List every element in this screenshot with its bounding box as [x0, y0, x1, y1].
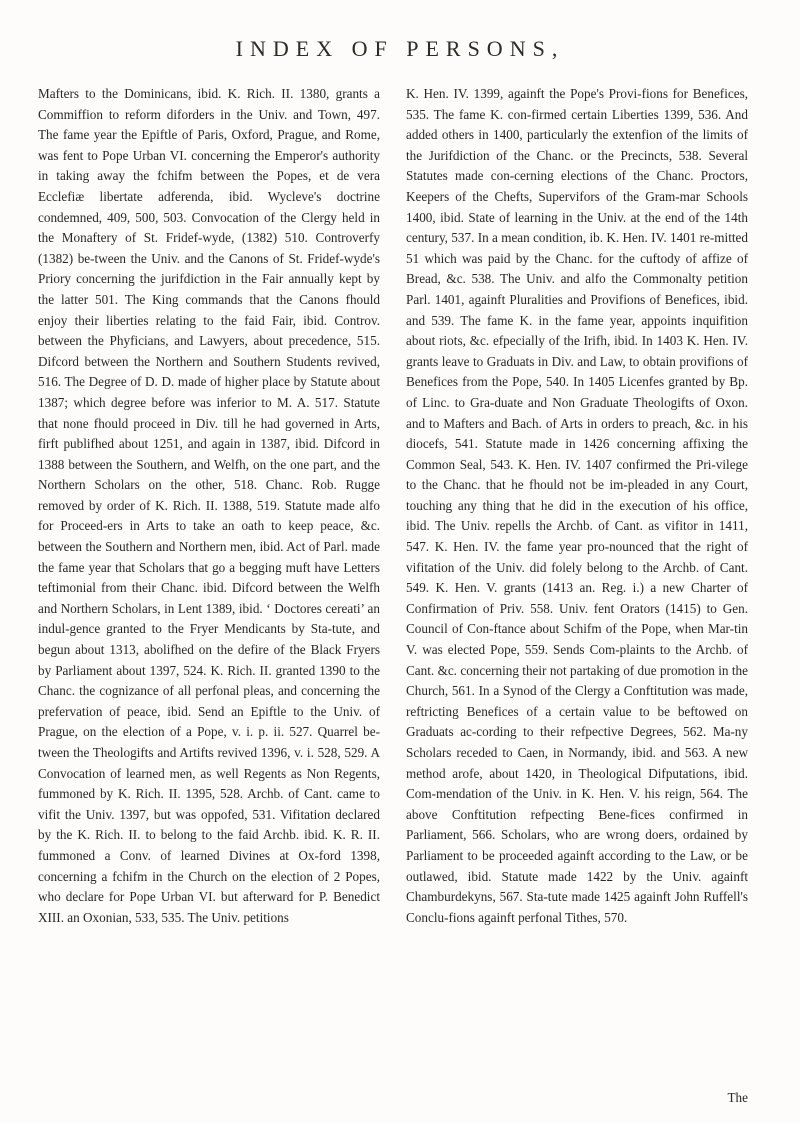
running-header: INDEX OF PERSONS,: [235, 36, 565, 61]
text-columns: [38, 84, 748, 928]
left-column-text: Mafters to the Dominicans, ibid. K. Rich. II. 1380, grants a Commiffion to reform diforders in the Univ. and Town, 497. The fame year the Epiftle of Paris, Oxford, Prague, and Rome, was fent to Pope Urban VI. concerning the Emperor's authority in taking away the fchifm between the Popes, et de vera Ecclefiæ libertate adferenda, ibid. Wycleve's doctrine condemned, 409, 500, 503. Convocation of the Clergy held in the Monaftery of St. Fridef-wyde, (1382) 510. Controverfy (1382) be-tween the Univ. and the Canons of St. Fridef-wyde's Priory concerning the jurifdiction in the Fair annually kept by the latter 501. The King commands that the Canons fhould enjoy their liberties relating to the faid Fair, ibid. Controv. between the Phyficians, and Lawyers, about precedence, 515. Difcord between the Northern and Southern Students revived, 516. The Degree of D. D. made of higher place by Statute about 1387; which degree before was inferior to M. A. 517. Statute that none fhould proceed in Div. till he had governed in Arts, firft publifhed about 1251, and again in 1387, ibid. Difcord in 1388 between the Southern, and Welfh, on the one part, and the Northern Scholars on the other, 518. Chanc. Rob. Rugge removed by order of K. Rich. II. 1388, 519. Statute made alfo for Proceed-ers in Arts to take an oath to keep peace, &c. between the Southern and Northern men, ibid. Act of Parl. made the fame year that Scholars that go a begging muft have Letters teftimonial from their Chanc. ibid. Difcord between the Welfh and Northern Scholars, in Lent 1389, ibid. ‘ Doctores cereati’ an indul-gence granted to the Fryer Mendicants by Sta-tute, and begun about 1313, abolifhed on the defire of the Black Fryers by Parliament about 1397, 524. K. Rich. II. granted 1390 to the Chanc. the cognizance of all perfonal pleas, and concerning the prefervation of peace, ibid. Send an Epiftle to the Univ. of Prague, on the election of a Pope, v. i. p. ii. 527. Quarrel be-tween the Theologifts and Artifts revived 1396, v. i. 528, 529. A Convocation of learned men, as well Regents as Non Regents, fummoned by K. Rich. II. 1395, 528. Archb. of Cant. came to vifit the Univ. 1397, but was oppofed, 531. Vifitation declared by the K. Rich. II. to belong to the faid Archb. ibid. K. R. II. fummoned a Conv. of learned Divines at Ox-ford 1398, concerning a fchifm in the Church on the election of 2 Popes, who declare for Pope Urban VI. but afterward for P. Benedict XIII. an Oxonian, 533, 535. The Univ. petitions: [38, 86, 380, 925]
catchword: The: [727, 1090, 748, 1105]
right-column-text: K. Hen. IV. 1399, againft the Pope's Provi-fions for Benefices, 535. The fame K. con-firmed certain Liberties 1399, 536. And added others in 1400, particularly the extenfion of the limits of the Jurifdiction of the Chanc. or the Precincts, 538. Several Statutes made con-cerning elections of the Chanc. Proctors, Keepers of the Chefts, Supervifors of the Gram-mar Schools 1400, ibid. State of learning in the Univ. at the end of the 14th century, 537. In a mean condition, ib. K. Hen. IV. 1401 re-mitted 51 which was paid by the Chanc. for the cuftody of affize of Bread, &c. 538. The Univ. and alfo the Commonalty petition Parl. 1401, againft Pluralities and Provifions of Benefices, ibid. and 539. The fame K. in the fame year, appoints inquifition about riots, &c. efpecially of the Irifh, ibid. In 1403 K. Hen. IV. grants leave to Graduats in Div. and Law, to obtain provifions of Benefices from the Pope, 540. In 1405 Licenfes granted by Bp. of Linc. to Gra-duate and Non Graduate Theologifts of Oxon. and to Mafters and Bach. of Arts in orders to preach, &c. in his diocefs, 541. Statute made in 1426 concerning affixing the Common Seal, 543. K. Hen. IV. 1407 confirmed the Pri-vilege to the Chanc. that he fhould not be im-pleaded in any Court, touching any thing that he did in the execution of his office, ibid. The Univ. repells the Archb. of Cant. as vifitor in 1411, 547. K. Hen. IV. the fame year pro-nounced that the right of vifitation of the Univ. did folely belong to the Archb. of Cant. 549. K. Hen. V. grants (1413 an. Reg. i.) a new Charter of Confirmation of Priv. 558. Univ. fent Orators (1415) to Gen. Council of Con-ftance about Schifm of the Pope, when Mar-tin V. was elected Pope, 559. Sends Com-plaints to the Archb. of Cant. &c. concerning their not partaking of due promotion in the Church, 561. In a Synod of the Clergy a Conftitution was made, reftricting Benefices of a certain value to be beftowed on Graduats ac-cording to their refpective Degrees, 562. Ma-ny Scholars receded to Caen, in Normandy, ibid. and 563. A new method arofe, about 1420, in Theological Difputations, ibid. Com-mendation of the Univ. in K. Hen. V. his reign, 564. The above Conftitution refpecting Bene-fices confirmed in Parliament, 566. Scholars, who are wrong doers, ordained by Parliament to be proceeded againft according to the Law, or be outlawed, ibid. Statute made 1422 by the Univ. againft Chamburdekyns, 567. Sta-tute made 1425 againft John Ruffell's Conclu-fions againft perfonal Tithes, 570.: [406, 86, 748, 925]
